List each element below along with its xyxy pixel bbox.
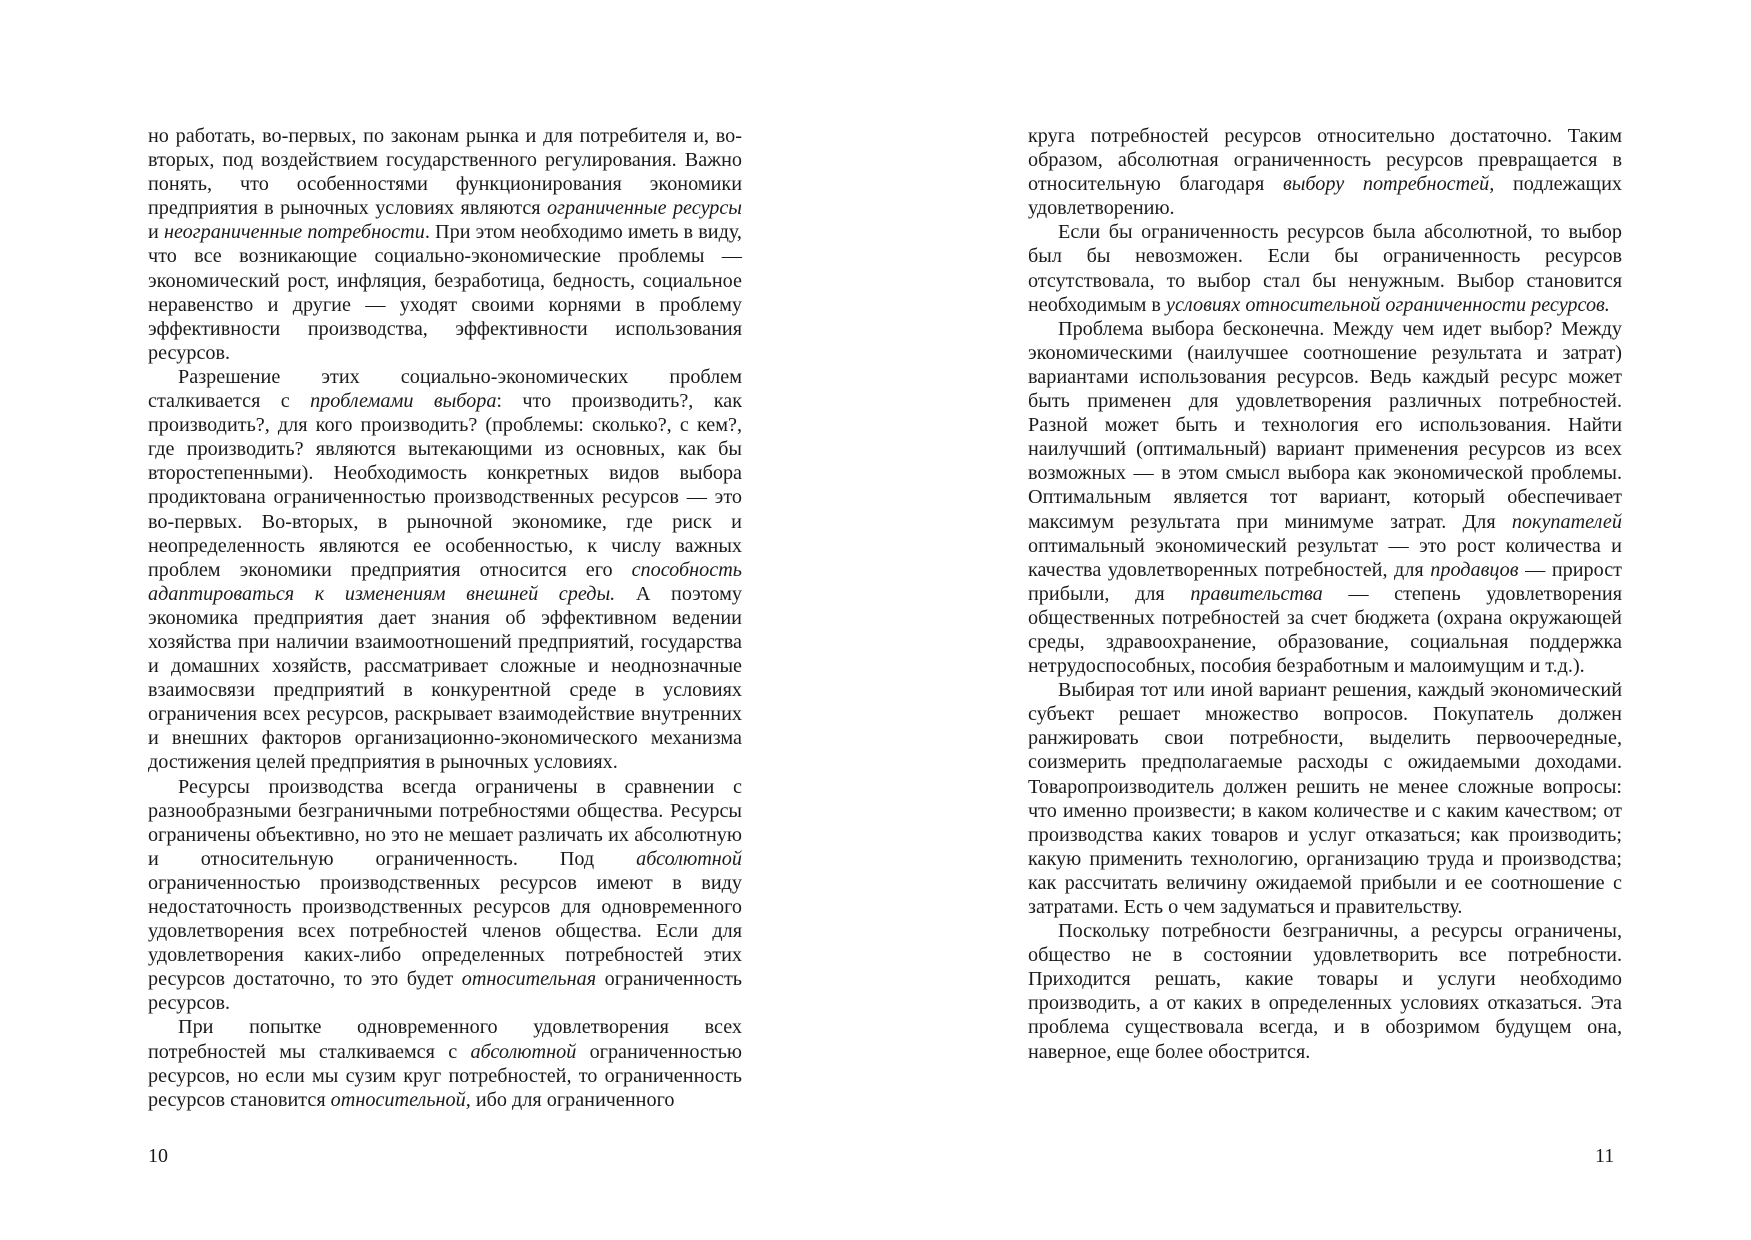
paragraph (148, 124, 742, 365)
right-page-number: 11 (1595, 1145, 1615, 1167)
italic-text: относительной, (330, 1088, 471, 1111)
text-run: и (148, 221, 164, 244)
italic-text: выбору потребностей, (1282, 173, 1495, 196)
italic-text: условиях относительной ограниченности ресурсов. (1166, 293, 1610, 316)
text-run: А поэтому экономика предприятия дает знания об эффективном ведении хозяйства при наличии взаимоотношений предприятий, государства и домашних хозяйств, рассматривает сложные и неоднозначные взаимосвязи предприятий в конкурентной среде в условиях ограничения всех ресурсов, раскрывает взаимодействие внутренних и внешних факторов организационно-экономического механизма достижения целей предприятия в рыночных условиях. (148, 582, 742, 774)
italic-text: относительная (461, 968, 597, 991)
text-run: — степень удовлетворения общественных потребностей за счет бюджета (охрана окружающей среды, здравоохранение, образование, социальная поддержка нетрудоспособных, пособия безработным и малоимущим и т.д.). (1028, 582, 1622, 678)
italic-text: способность адаптироваться к изменениям внешней среды. (148, 558, 742, 605)
italic-text: правительства (1190, 582, 1323, 605)
right-page (1028, 124, 1622, 1064)
text-run: — прирост прибыли, для (1028, 558, 1622, 605)
left-page-text (148, 124, 742, 1112)
text-run: ограниченностью ресурсов, но если мы сузим круг потребностей, то ограниченность ресурсов становится (148, 1040, 743, 1111)
paragraph (148, 365, 742, 775)
italic-text: абсолютной (470, 1040, 577, 1063)
right-page-text (1028, 124, 1622, 1064)
text-run: При попытке одновременного удовлетворения всех потребностей мы сталкиваемся с (148, 1016, 742, 1063)
text-run: но работать, во-первых, по законам рынка и для потребителя и, во-вторых, под воздействием государственного регулирования. Важно понять, что особенностями функционирования экономики предприятия в рыночных условиях являются (148, 125, 742, 220)
text-run: Ресурсы производства всегда ограничены в сравнении с разнообразными безграничными потребностями общества. Ресурсы ограничены объективно, но это не мешает различать их абсолютную и относительную ограниченность. Под (148, 775, 742, 870)
paragraph (148, 1015, 742, 1111)
text-run: ограниченностью производственных ресурсов имеют в виду недостаточность производственных ресурсов для одновременного удовлетворения всех потребностей членов общества. Если для удовлетворения каких-либо определенных потребностей этих ресурсов достаточно, то это будет (148, 871, 742, 991)
paragraph (1028, 678, 1622, 919)
text-run: подлежащих удовлетворению. (1028, 173, 1622, 220)
italic-text: неограниченные потребности (163, 221, 425, 244)
paragraph (1028, 220, 1622, 316)
text-run: : что производить?, как производить?, для кого производить? (проблемы: сколько?, с кем?, где производить? являются вытекающими из основных, как бы второстепенными). Необходимость конкретных видов выбора продиктована ограниченностью производственных ресурсов — это во-первых. Во-вторых, в рыночной экономике, где риск и неопределенность являются ее особенностью, к числу важных проблем экономики предприятия относится его (148, 390, 742, 581)
text-run: круга потребностей ресурсов относительно достаточно. Таким образом, абсолютная ограниченность ресурсов превращается в относительную благодаря (1028, 125, 1622, 196)
text-run: . При этом необходимо иметь в виду, что все возникающие социально-экономические проблемы — экономический рост, инфляция, безработица, бедность, социальное неравенство и другие — уходят своими корнями в проблему эффективности производства, эффективности использования ресурсов. (148, 221, 742, 364)
text-run: Выбирая тот или иной вариант решения, каждый экономический субъект решает множество вопросов. Покупатель должен ранжировать свои потребности, выделить первоочередные, соизмерить предполагаемые расходы с ожидаемыми доходами. Товаропроизводитель должен решить не менее сложные вопросы: что именно произвести; в каком количестве и с каким качеством; от производства каких товаров и услуг отказаться; как производить; какую применить технологию, организацию труда и производства; как рассчитать величину ожидаемой прибыли и ее соотношение с затратами. Есть о чем задуматься и правительству. (1028, 679, 1622, 918)
paragraph (1028, 317, 1622, 678)
italic-text: ограниченные ресурсы (547, 197, 742, 220)
text-run: Разрешение этих социально-экономических проблем сталкивается с (148, 365, 742, 413)
text-run: ограниченность ресурсов. (148, 968, 742, 1015)
text-run: Если бы ограниченность ресурсов была абсолютной, то выбор был бы невозможен. Если бы ограниченность ресурсов отсутствовала, то выбор стал бы ненужным. Выбор становится необходимым в (1028, 221, 1622, 316)
left-page-number: 10 (148, 1145, 168, 1167)
italic-text: проблемами выбора (310, 390, 497, 413)
paragraph (148, 775, 742, 1016)
italic-text: продавцов (1430, 558, 1519, 581)
paragraph (1028, 124, 1622, 220)
paragraph (1028, 919, 1622, 1064)
text-run: ибо для ограниченного (470, 1088, 675, 1111)
left-page (148, 124, 742, 1112)
italic-text: абсолютной (636, 847, 742, 870)
text-run: оптимальный экономический результат — это рост количества и качества удовлетворенных потребностей, для (1028, 534, 1622, 581)
text-run: Проблема выбора бесконечна. Между чем идет выбор? Между экономическими (наилучшее соотношение результата и затрат) вариантами использования ресурсов. Ведь каждый ресурс может быть применен для удовлетворения различных потребностей. Разной может быть и технология его использования. Найти наилучший (оптимальный) вариант применения ресурсов из всех возможных — в этом смысл выбора как экономической проблемы. Оптимальным является тот вариант, который обеспечивает максимум результата при минимуме затрат. Для (1028, 317, 1622, 533)
italic-text: покупателей (1511, 510, 1622, 533)
text-run: Поскольку потребности безграничны, а ресурсы ограничены, общество не в состоянии удовлетворить все потребности. Приходится решать, какие товары и услуги необходимо производить, а от каких в определенных условиях отказаться. Эта проблема существовала всегда, и в обозримом будущем она, наверное, еще более обострится. (1028, 920, 1622, 1063)
